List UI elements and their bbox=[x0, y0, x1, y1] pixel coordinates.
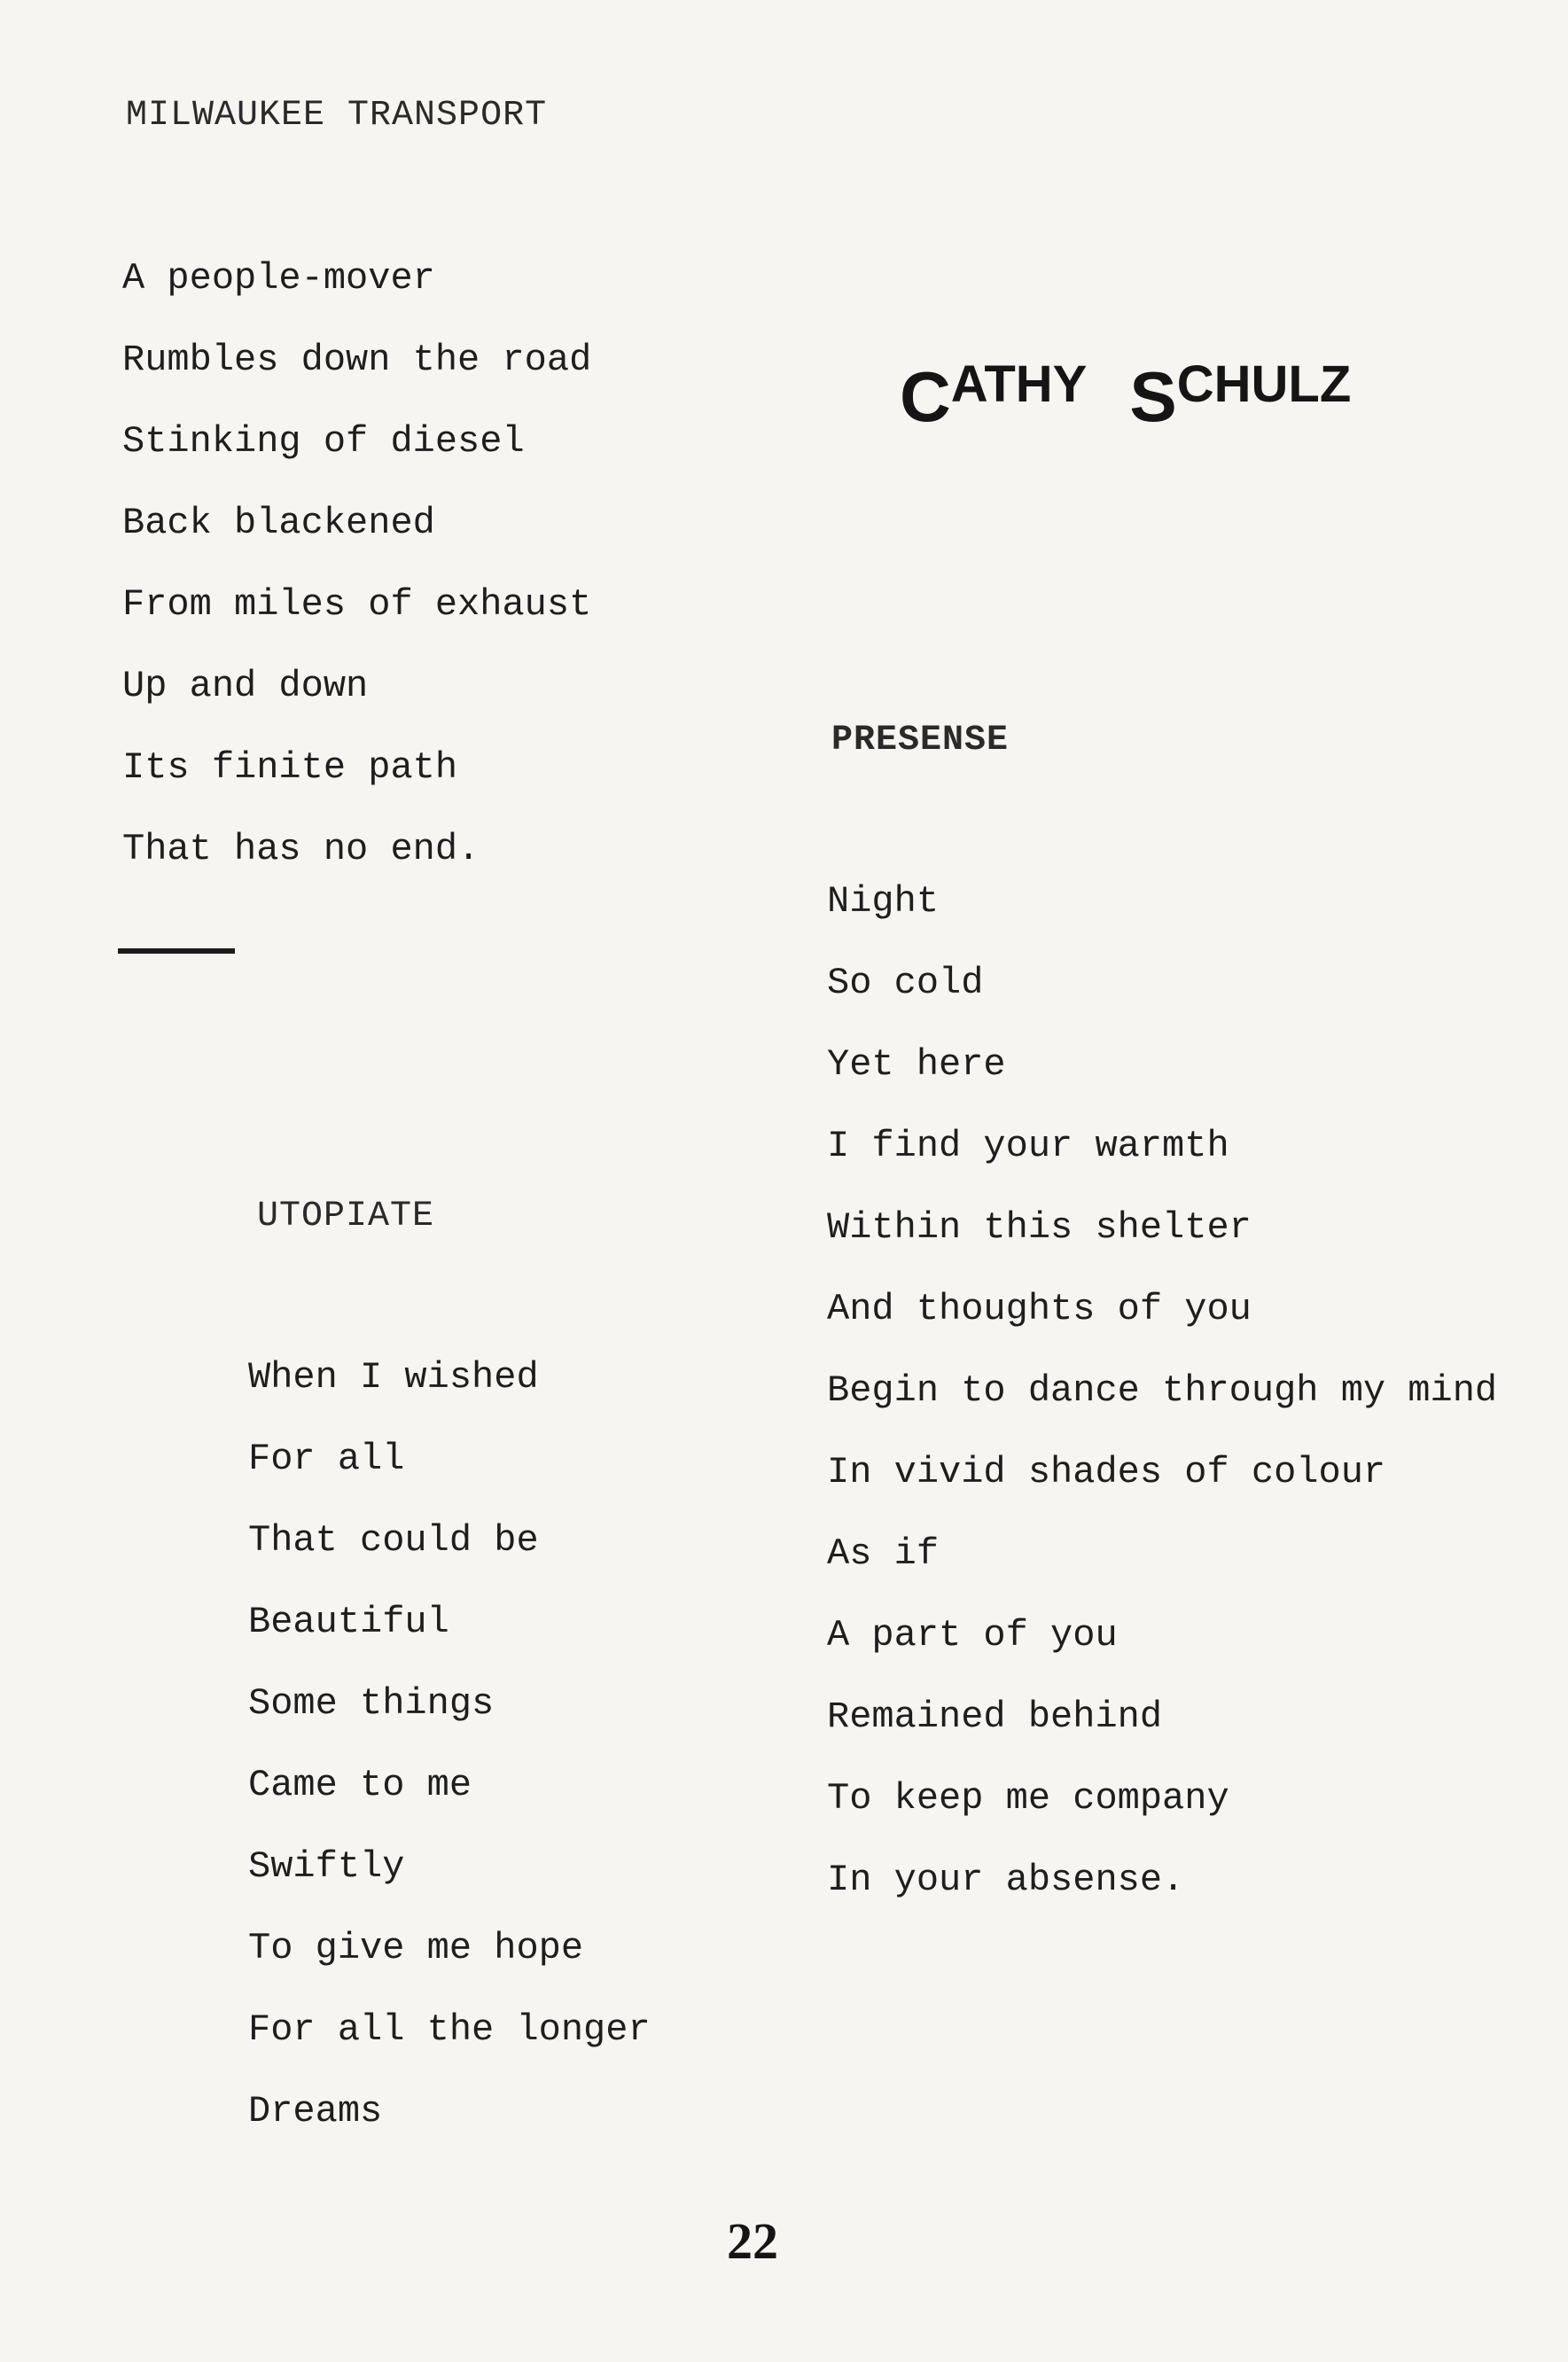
poem-line: As if bbox=[827, 1532, 940, 1575]
poem-line: Dreams bbox=[248, 2090, 383, 2132]
poem-line: That could be bbox=[248, 1519, 539, 1562]
poem-line: A part of you bbox=[827, 1614, 1118, 1657]
poem-line: To keep me company bbox=[827, 1777, 1229, 1820]
poem-line: Up and down bbox=[122, 665, 369, 707]
poem-line: That has no end. bbox=[122, 828, 480, 870]
poem-line: Night bbox=[827, 880, 940, 923]
poem-line: A people-mover bbox=[122, 257, 435, 300]
poem-line: For all the longer bbox=[248, 2008, 651, 2051]
section-divider bbox=[118, 948, 235, 954]
poem-line: Within this shelter bbox=[827, 1206, 1252, 1249]
poem-line: Some things bbox=[248, 1682, 495, 1725]
poem-line: Stinking of diesel bbox=[122, 420, 525, 463]
poem-line: Begin to dance through my mind bbox=[827, 1369, 1498, 1412]
poem-line: When I wished bbox=[248, 1356, 539, 1399]
author-name bbox=[900, 355, 1351, 438]
poem-line: Beautiful bbox=[248, 1601, 449, 1643]
poem-line: And thoughts of you bbox=[827, 1288, 1252, 1330]
author-first-initial: C bbox=[900, 357, 951, 436]
poem-line: Its finite path bbox=[122, 746, 458, 789]
author-first-rest: ATHY bbox=[950, 355, 1088, 413]
poem-line: Came to me bbox=[248, 1764, 472, 1806]
poem-title-utopiate: UTOPIATE bbox=[257, 1197, 435, 1236]
poem-line: To give me hope bbox=[248, 1927, 584, 1969]
poem-line: In vivid shades of colour bbox=[827, 1451, 1386, 1493]
poem-line: Rumbles down the road bbox=[122, 339, 592, 381]
author-last-rest: CHULZ bbox=[1176, 355, 1352, 413]
page-number: 22 bbox=[727, 2212, 778, 2270]
poem-line: Swiftly bbox=[248, 1845, 405, 1888]
poem-line: Back blackened bbox=[122, 502, 435, 544]
poem-line: From miles of exhaust bbox=[122, 583, 592, 626]
poem-line: So cold bbox=[827, 962, 984, 1004]
poem-title-milwaukee-transport: MILWAUKEE TRANSPORT bbox=[126, 96, 548, 136]
poem-line: Remained behind bbox=[827, 1695, 1163, 1738]
poem-title-presense: PRESENSE bbox=[831, 721, 1010, 760]
poem-line: I find your warmth bbox=[827, 1125, 1229, 1167]
poem-line: In your absense. bbox=[827, 1859, 1185, 1901]
poem-line: Yet here bbox=[827, 1043, 1006, 1086]
author-last-initial: S bbox=[1129, 357, 1177, 436]
poem-line: For all bbox=[248, 1438, 405, 1480]
